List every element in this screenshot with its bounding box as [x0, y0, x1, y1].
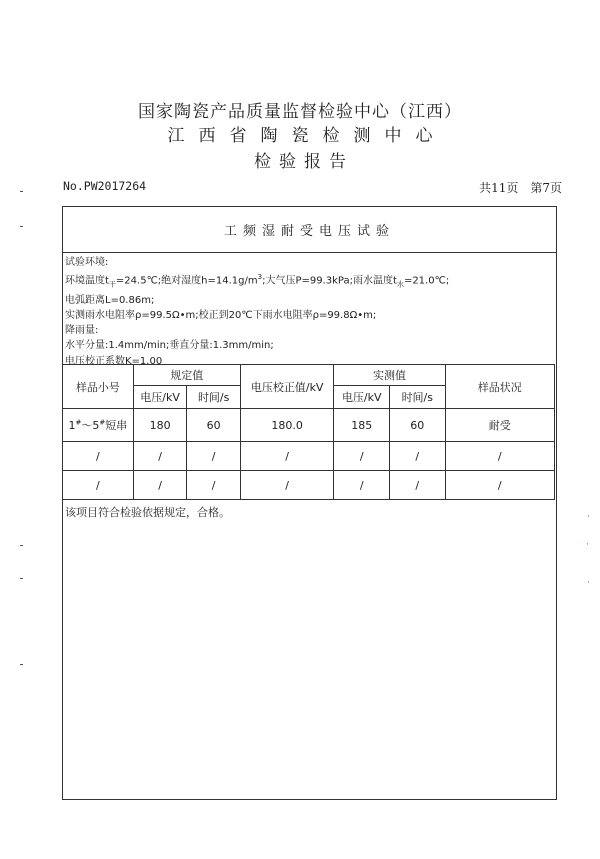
page-indicator: 共11页 第7页 — [479, 181, 562, 195]
header-corrected-voltage: 电压校正值/kV — [240, 365, 334, 409]
subheader-specified-time: 时间/s — [187, 386, 240, 409]
subheader-specified-voltage: 电压/kV — [133, 386, 187, 409]
header-sample-state: 样品状况 — [445, 365, 555, 409]
cell-meas-time: 60 — [390, 409, 445, 442]
cell-meas-time: / — [390, 471, 445, 500]
results-table — [62, 364, 555, 500]
cell-spec-voltage: 180 — [133, 409, 187, 442]
report-header-doc-type: 检验报告 — [254, 152, 354, 172]
conclusion-text: 该项目符合检验依据规定，合格。 — [65, 506, 230, 519]
seal-fragment-mark: · — [586, 540, 589, 550]
cell-sample: 1#～5#短串 — [63, 409, 134, 442]
binding-mark — [20, 226, 23, 227]
subheader-measured-voltage: 电压/kV — [334, 386, 390, 409]
table-row — [63, 442, 555, 471]
table-row — [63, 471, 555, 500]
environment-label: 试验环境: — [65, 257, 109, 268]
cell-spec-time: / — [187, 442, 240, 471]
cell-meas-voltage: / — [334, 442, 390, 471]
subheader-measured-time: 时间/s — [390, 386, 445, 409]
table-row — [63, 409, 555, 442]
seal-fragment-mark: · — [587, 512, 590, 522]
test-record-frame — [62, 206, 557, 800]
cell-state: 耐受 — [445, 409, 555, 442]
cell-state: / — [445, 471, 555, 500]
seal-fragment-mark: · — [587, 578, 590, 588]
report-header-center-subname: 江西省陶瓷检测中心 — [167, 126, 447, 146]
cell-meas-voltage: / — [334, 471, 390, 500]
report-number: No.PW2017264 — [63, 179, 147, 193]
cell-spec-voltage: / — [133, 471, 187, 500]
report-header-center-name: 国家陶瓷产品质量监督检验中心（江西） — [138, 102, 462, 122]
header-measured: 实测值 — [334, 365, 445, 386]
binding-mark — [20, 664, 23, 665]
binding-mark — [20, 578, 23, 579]
test-environment — [65, 255, 449, 369]
cell-meas-voltage: 185 — [334, 409, 390, 442]
cell-spec-time: 60 — [187, 409, 240, 442]
cell-meas-time: / — [390, 442, 445, 471]
binding-mark — [20, 191, 23, 192]
cell-sample: / — [63, 471, 134, 500]
cell-corrected: 180.0 — [240, 409, 334, 442]
binding-mark — [20, 545, 23, 546]
cell-state: / — [445, 442, 555, 471]
voltage-correction-factor: 电压校正系数K=1.00 — [65, 355, 163, 367]
header-specified: 规定值 — [133, 365, 240, 386]
environment-conditions-line: 环境温度$t_干=24.5℃$;绝对湿度$h=14.1g/m^3$;大气压P=99.3kPa;雨水温度$t_水=21.0℃$; — [65, 273, 450, 289]
cell-sample: / — [63, 442, 134, 471]
cell-spec-time: / — [187, 471, 240, 500]
cell-spec-voltage: / — [133, 442, 187, 471]
section-title: 工频湿耐受电压试验 — [63, 207, 556, 253]
cell-corrected: / — [240, 442, 334, 471]
rain-resistivity: 实测雨水电阻率ρ=99.5Ω•m;校正到20℃下雨水电阻率ρ=99.8Ω•m; — [65, 309, 377, 321]
header-sample-no: 样品小号 — [63, 365, 134, 409]
cell-corrected: / — [240, 471, 334, 500]
rainfall-components: 水平分量:1.4mm/min;垂直分量:1.3mm/min; — [65, 340, 274, 352]
arc-distance: 电弧距离L=0.86m; — [65, 294, 155, 306]
rainfall-label: 降雨量: — [65, 325, 99, 337]
